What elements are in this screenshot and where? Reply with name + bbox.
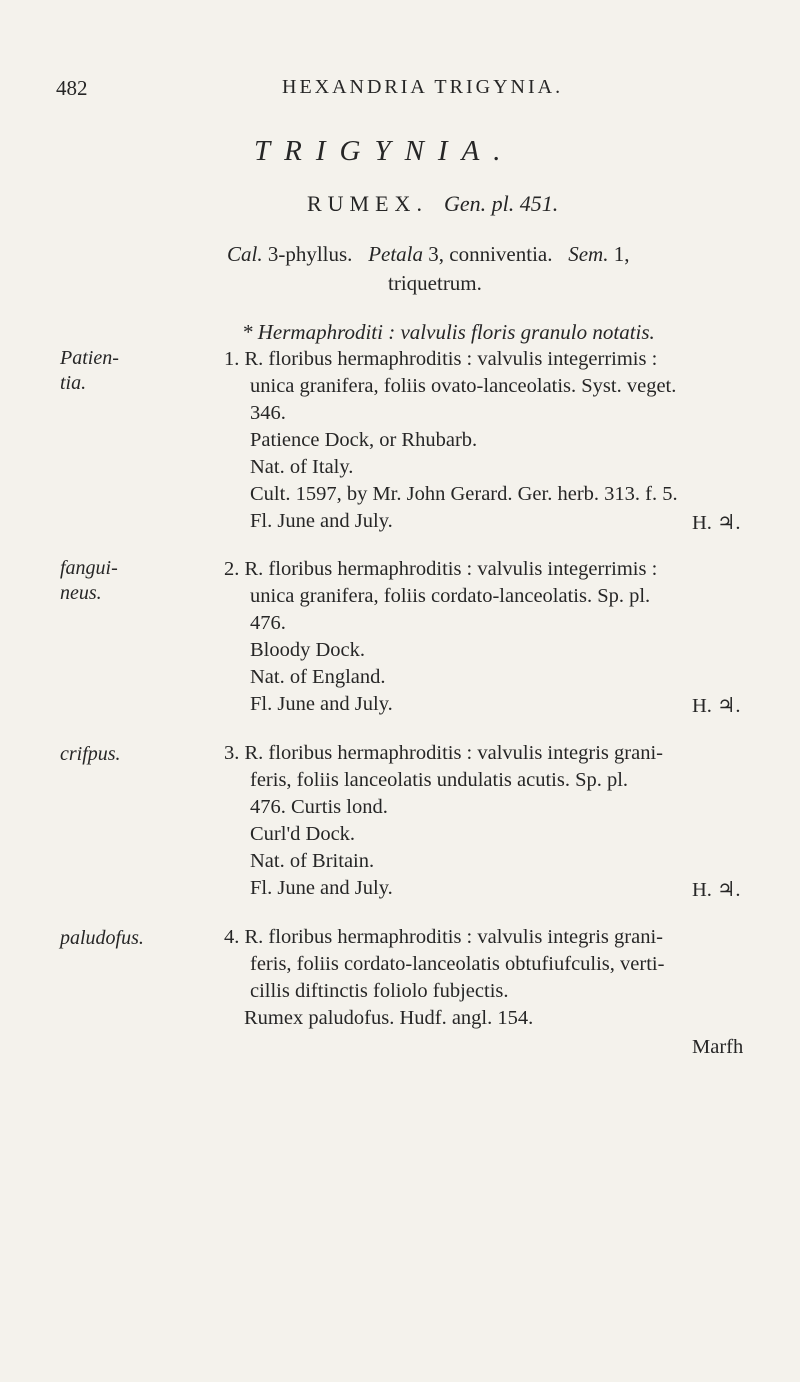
margin-name-sanguineus	[60, 556, 118, 606]
species-3-line-3: 476. Curtis lond.	[250, 796, 388, 818]
species-3-native: Nat. of Britain.	[250, 850, 375, 872]
petala-label: Petala	[368, 242, 424, 266]
margin-name-crispus	[60, 742, 121, 767]
margin-name-line: fangui-	[60, 557, 118, 579]
margin-name-patientia	[60, 346, 119, 396]
species-4-synonym: Rumex paludofus. Hudf. angl. 154.	[244, 1007, 534, 1029]
species-1-flowering: Fl. June and July.	[250, 510, 393, 532]
species-2-flowering: Fl. June and July.	[250, 693, 393, 715]
running-head: HEXANDRIA TRIGYNIA.	[282, 76, 564, 98]
genus-heading	[307, 191, 558, 217]
species-1-hardiness: H. ♃.	[692, 512, 741, 534]
species-1-native: Nat. of Italy.	[250, 456, 354, 478]
species-1-line-3: 346.	[250, 402, 286, 424]
generic-character	[227, 242, 629, 267]
margin-name-line: Patien-	[60, 347, 119, 369]
margin-name-line: tia.	[60, 372, 87, 394]
species-1-english-name: Patience Dock, or Rhubarb.	[250, 429, 478, 451]
page-number: 482	[56, 76, 88, 100]
species-3-hardiness: H. ♃.	[692, 879, 741, 901]
species-3-line-1: 3. R. floribus hermaphroditis : valvulis integris grani-	[224, 742, 663, 764]
species-4-line-3: cillis diftinctis foliolo fubjectis.	[250, 980, 509, 1002]
margin-name-line: paludofus.	[60, 927, 144, 949]
generic-character-line2: triquetrum.	[388, 271, 482, 295]
margin-name-line: neus.	[60, 582, 102, 604]
margin-name-line: crifpus.	[60, 743, 121, 765]
margin-name-paludosus	[60, 926, 144, 951]
genus-reference: Gen. pl. 451.	[443, 191, 559, 216]
section-title: TRIGYNIA.	[254, 135, 515, 167]
sem-text: 1,	[613, 242, 630, 266]
species-4-line-1: 4. R. floribus hermaphroditis : valvulis integris grani-	[224, 926, 663, 948]
cal-text: 3-phyllus.	[267, 242, 353, 266]
species-3-line-2: feris, foliis lanceolatis undulatis acutis. Sp. pl.	[250, 769, 629, 791]
species-3-english-name: Curl'd Dock.	[250, 823, 356, 845]
cal-label: Cal.	[227, 242, 263, 266]
species-1-line-2: unica granifera, foliis ovato-lanceolatis. Syst. veget.	[250, 375, 677, 397]
species-1-cultivation: Cult. 1597, by Mr. John Gerard. Ger. herb. 313. f. 5.	[250, 483, 678, 505]
subheading: * Hermaphroditi : valvulis floris granulo notatis.	[242, 320, 655, 344]
petala-text: 3, conniventia.	[428, 242, 553, 266]
species-2-line-3: 476.	[250, 612, 286, 634]
catchword: Marfh	[692, 1036, 744, 1058]
sem-label: Sem.	[568, 242, 609, 266]
species-2-hardiness: H. ♃.	[692, 695, 741, 717]
species-2-native: Nat. of England.	[250, 666, 386, 688]
species-4-line-2: feris, foliis cordato-lanceolatis obtufiufculis, verti-	[250, 953, 665, 975]
species-2-line-1: 2. R. floribus hermaphroditis : valvulis integerrimis :	[224, 558, 658, 580]
species-2-line-2: unica granifera, foliis cordato-lanceolatis. Sp. pl.	[250, 585, 651, 607]
species-2-english-name: Bloody Dock.	[250, 639, 366, 661]
genus-name: RUMEX.	[307, 191, 428, 216]
species-3-flowering: Fl. June and July.	[250, 877, 393, 899]
species-1-line-1: 1. R. floribus hermaphroditis : valvulis integerrimis :	[224, 348, 658, 370]
